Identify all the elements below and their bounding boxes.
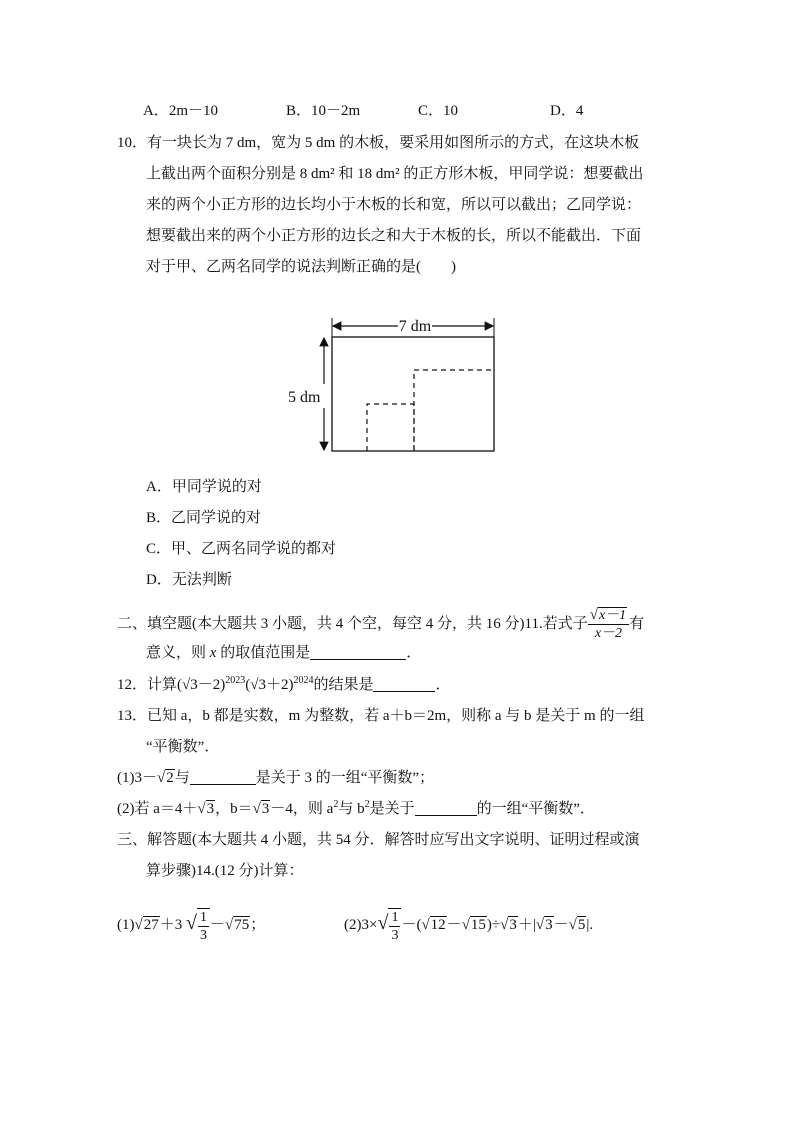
q10-option-b: B．乙同学说的对	[146, 510, 262, 526]
section2-heading-line	[117, 607, 644, 642]
section2-heading: 二、填空题(本大题共 3 小题，共 4 个空，每空 4 分，共 16 分)	[117, 615, 525, 632]
q9-option-d: D．4	[550, 103, 584, 119]
q11-suffix: 有	[629, 615, 645, 632]
q14-1-fraction: $\frac{1}{3}$	[197, 908, 210, 944]
q10-option-c: C．甲、乙两名同学说的都对	[146, 541, 337, 557]
q13-part-1: (1)3－√2与 是关于 3 的一组“平衡数”；	[117, 770, 435, 786]
height-label: 5 dm	[288, 389, 321, 406]
q12-line: 12．计算$(√3-2)^{2023}(√3+2)^{2024}$的结果是 ．	[117, 675, 451, 693]
q14-part-1: (1)√27＋3 √ $\frac{1}{3}$ －√75；	[117, 909, 266, 943]
q11-denominator: x－2	[594, 626, 623, 641]
q11-fraction: $\frac{√x-1}{x-2}$	[588, 607, 629, 642]
width-label: 7 dm	[398, 318, 432, 335]
q13-line-2: “平衡数”．	[146, 739, 220, 755]
q10-line-1: 10．有一块长为 7 dm，宽为 5 dm 的木板，要采用如图所示的方式，在这块木板	[117, 135, 640, 151]
large-square-dashed	[414, 370, 494, 451]
small-square-dashed	[367, 404, 414, 451]
q9-option-b: B．10－2m	[286, 103, 361, 119]
q10-line-5: 对于甲、乙两名同学的说法判断正确的是( )	[146, 259, 456, 275]
section3-heading-1: 三、解答题(本大题共 4 小题，共 54 分．解答时应写出文字说明、证明过程或演	[117, 832, 640, 848]
q12-answer-blank[interactable]	[373, 675, 435, 692]
q9-option-c: C．10	[418, 103, 459, 119]
q10-option-d: D．无法判断	[146, 572, 232, 588]
q11-line-2: 意义，则 x 的取值范围是 ．	[146, 645, 422, 661]
q13-2-answer-blank[interactable]	[415, 799, 477, 816]
q11-answer-blank[interactable]	[310, 643, 406, 660]
q10-line-3: 来的两个小正方形的边长均小于木板的长和宽，所以可以截出；乙同学说：	[146, 197, 642, 213]
q14-2-fraction: $\frac{1}{3}$	[388, 908, 401, 944]
q10-figure	[280, 310, 510, 460]
q11-prefix: 11.若式子	[524, 615, 588, 632]
section3-heading-2: 算步骤)14.(12 分)计算：	[146, 863, 304, 879]
q10-line-4: 想要截出来的两个小正方形的边长之和大于木板的长，所以不能截出．下面	[146, 228, 642, 244]
board-rect	[332, 337, 494, 451]
q13-1-answer-blank[interactable]	[190, 768, 256, 785]
q14-part-2: (2)3×√ $\frac{1}{3}$ －(√12－√15)÷√3＋|√3－√5|.	[344, 909, 594, 943]
q13-line-1: 13．已知 a，b 都是实数，m 为整数，若 a＋b＝2m，则称 a 与 b 是关于 m 的一组	[117, 708, 645, 724]
q9-option-a: A．2m－10	[143, 103, 219, 119]
q10-option-a: A．甲同学说的对	[146, 479, 262, 495]
q13-part-2: (2)若 a＝4＋√3，b＝√3－4，则 $a^2$与 $b^2$是关于 的一组“平衡数”．	[117, 799, 595, 817]
q11-numerator: x－1	[598, 608, 627, 623]
q10-line-2: 上截出两个面积分别是 8 dm² 和 18 dm² 的正方形木板，甲同学说：想要截出	[146, 166, 644, 182]
